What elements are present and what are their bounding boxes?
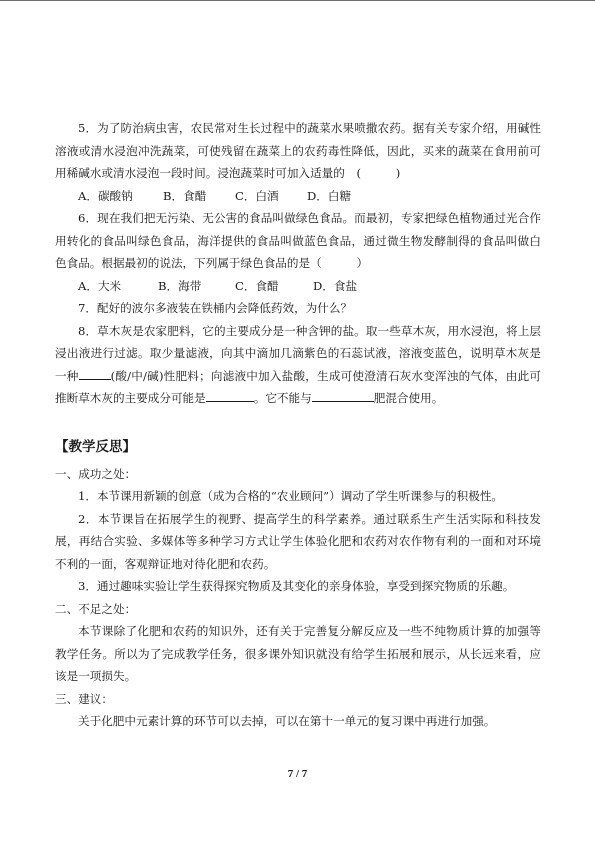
success-item-2: 2．本节课旨在拓展学生的视野、提高学生的科学素养。通过联系生产生活实际和科技发展，再结合实验、多媒体等多种学习方式让学生体验化肥和农药对农作物有利的一面和对环境不利的一面，客观辩证地对待化肥和农药。 — [55, 511, 541, 571]
option-c: C．白酒 — [235, 188, 279, 203]
option-b: B．海带 — [158, 278, 202, 293]
answer-blank-2 — [206, 388, 254, 402]
shortcoming-heading: 二、不足之处： — [55, 601, 137, 616]
option-c: C．食醋 — [235, 278, 279, 293]
shortcoming-text: 本节课除了化肥和农药的知识外，还有关于完善复分解反应及一些不纯物质计算的加强等教学任务。所以为了完成教学任务，很多课外知识就没有给学生拓展和展示，从长远来看，应该是一项损失。 — [55, 624, 541, 683]
question-8 — [55, 320, 541, 410]
suggestion-text: 关于化肥中元素计算的环节可以去掉，可以在第十一单元的复习课中再进行加强。 — [78, 714, 496, 728]
option-a: A．碳酸钠 — [78, 188, 133, 203]
option-d: D．食盐 — [313, 278, 358, 293]
success-heading: 一、成功之处： — [55, 466, 137, 481]
question-5-options — [55, 185, 541, 208]
reflection-title: 【教学反思】 — [55, 438, 136, 455]
header-rule — [0, 0, 595, 1]
option-b: B．食醋 — [163, 188, 207, 203]
suggestion-heading: 三、建议： — [55, 691, 113, 706]
question-8-part4: 肥混合使用。 — [373, 391, 444, 405]
success-item-1: 1．本节课用新颖的创意（成为合格的“农业顾问”）调动了学生听课参与的积极性。 — [78, 489, 504, 503]
page-number: 7 / 7 — [287, 768, 308, 780]
document-body — [55, 117, 541, 733]
question-8-part3: 。它不能与 — [253, 391, 312, 405]
question-8-part2: (酸/中/碱)性肥料；向滤液中加入盐酸，生成可使澄清石灰水变浑浊的气体，由此可推断草木灰的主要成分可能是 — [55, 368, 541, 405]
question-6: 6．现在我们把无污染、无公害的食品叫做绿色食品。而最初，专家把绿色植物通过光合作用转化的食品叫绿色食品，海洋提供的食品叫做蓝色食品，通过微生物发酵制得的食品叫做白色食品。根据最初的说法，下列属于绿色食品的是（ ） — [55, 211, 541, 270]
answer-blank-1 — [79, 366, 111, 380]
question-8-part1: 8．草木灰是农家肥料，它的主要成分是一种含钾的盐。取一些草木灰，用水浸泡，将上层浸出液进行过滤。取少量滤液，向其中滴加几滴紫色的石蕊试液，溶液变蓝色，说明草木灰是一种 — [55, 323, 541, 383]
answer-blank-3 — [312, 388, 374, 402]
option-d: D．白糖 — [307, 188, 352, 203]
question-7: 7．配好的波尔多液装在铁桶内会降低药效，为什么？ — [78, 301, 353, 315]
option-a: A．大米 — [78, 278, 122, 293]
success-item-3: 3．通过趣味实验让学生获得探究物质及其变化的亲身体验，享受到探究物质的乐趣。 — [78, 579, 515, 593]
question-6-options — [55, 275, 541, 298]
question-5: 5．为了防治病虫害，农民常对生长过程中的蔬菜水果喷撒农药。据有关专家介绍，用碱性溶液或清水浸泡冲洗蔬菜，可使残留在蔬菜上的农药毒性降低，因此，买来的蔬菜在食用前可用稀碱水或清水浸泡一段时间。浸泡蔬菜时可加入适量的 ( ) — [55, 121, 541, 180]
